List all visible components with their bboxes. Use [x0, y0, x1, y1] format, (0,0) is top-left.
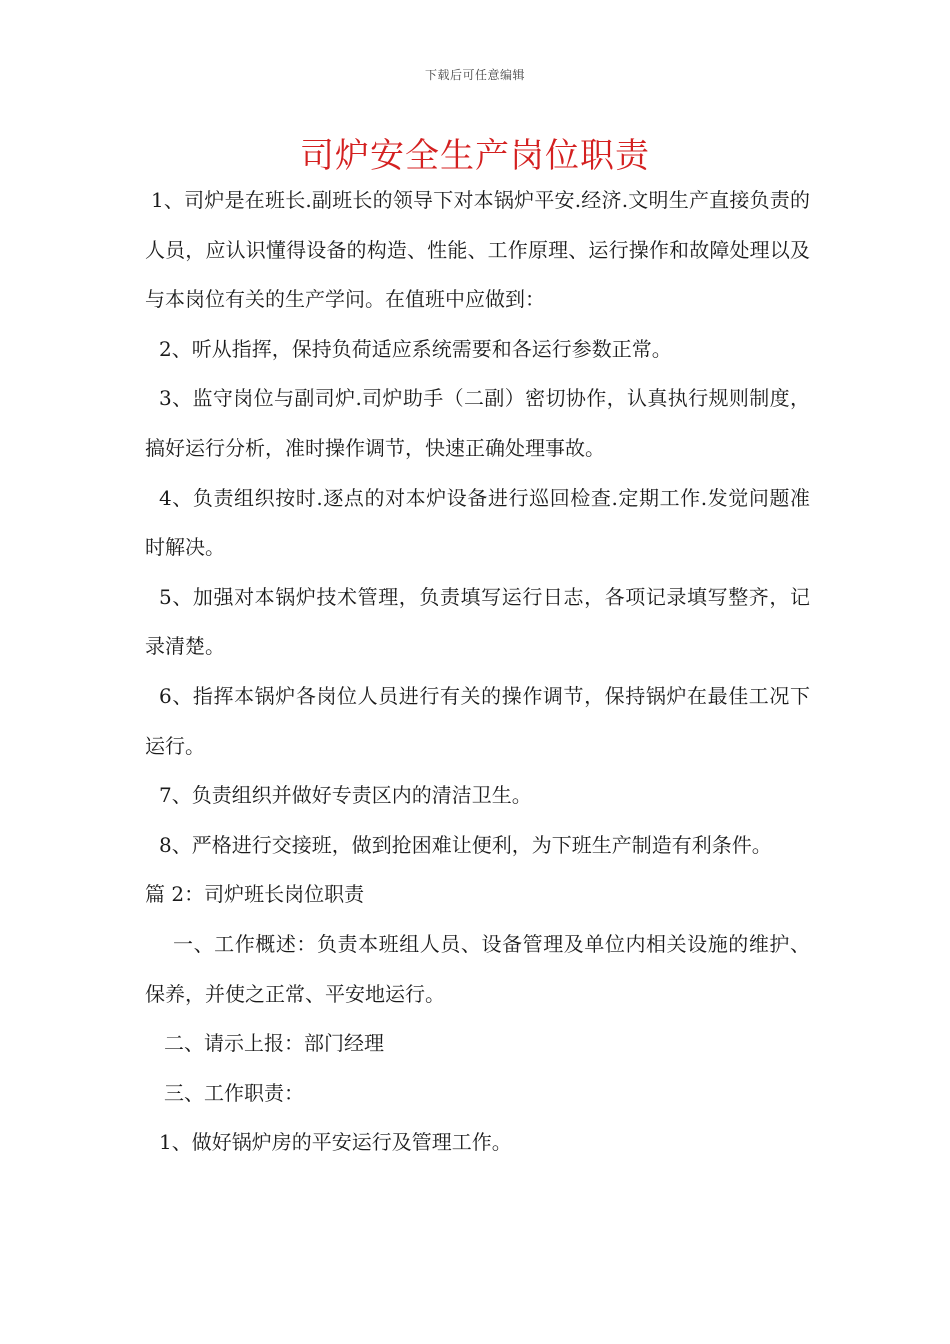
paragraph-duty-1: 1、司炉是在班长.副班长的领导下对本锅炉平安.经济.文明生产直接负责的人员，应认识懂得设备的构造、性能、工作原理、运行操作和故障处理以及与本岗位有关的生产学问。在值班中应做到：	[145, 188, 810, 312]
paragraph-report-to: 二、请示上报：部门经理	[164, 1031, 384, 1056]
paragraph-duty-4: 4、负责组织按时.逐点的对本炉设备进行巡回检查.定期工作.发觉问题准时解决。	[145, 485, 810, 560]
document-title: 司炉安全生产岗位职责	[300, 136, 650, 176]
header-note: 下载后可任意编辑	[424, 68, 525, 82]
paragraph-duty-2: 2、听从指挥，保持负荷适应系统需要和各运行参数正常。	[159, 336, 672, 361]
paragraph-responsibility-1: 1、做好锅炉房的平安运行及管理工作。	[159, 1130, 512, 1155]
paragraph-responsibilities-heading: 三、工作职责：	[164, 1080, 304, 1105]
paragraph-duty-7: 7、负责组织并做好专责区内的清洁卫生。	[159, 783, 532, 808]
paragraph-duty-8: 8、严格进行交接班，做到抢困难让便利，为下班生产制造有利条件。	[159, 832, 772, 857]
document-body	[145, 176, 810, 1168]
paragraph-duty-3: 3、监守岗位与副司炉.司炉助手（二副）密切协作，认真执行规则制度，搞好运行分析，准时操作调节，快速正确处理事故。	[145, 386, 810, 460]
paragraph-duty-6: 6、指挥本锅炉各岗位人员进行有关的操作调节，保持锅炉在最佳工况下运行。	[145, 683, 810, 758]
paragraph-overview: 一、工作概述：负责本班组人员、设备管理及单位内相关设施的维护、保养，并使之正常、平安地运行。	[145, 931, 810, 1006]
paragraph-duty-5: 5、加强对本锅炉技术管理，负责填写运行日志，各项记录填写整齐，记录清楚。	[145, 584, 810, 659]
section-heading-part-2: 篇 2：司炉班长岗位职责	[145, 882, 365, 907]
